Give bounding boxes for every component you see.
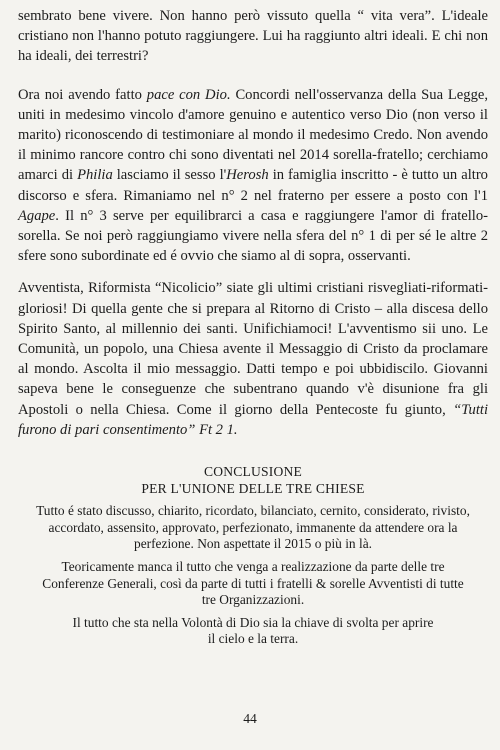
conclusion-line: accordato, assensito, approvato, perfezionato, immanente da attendere ora la (48, 519, 458, 535)
conclusion-line: perfezione. Non aspettate il 2015 o più in là. (134, 536, 372, 552)
paragraph-2-text-a: Ora noi avendo fatto (18, 86, 147, 103)
paragraph-2-text-i: . Il n° 3 serve per equilibrarci a casa e raggiungere l'amor di fratello-sorella. Se noi però raggiungiamo vivere nella sfera del n° 1 di per sé le altre 2 sfere sono subordinate ed é ovvio che siamo al di sopra, osservanti. (18, 207, 488, 265)
conclusion-block-1 (18, 503, 488, 553)
paragraph-3-text-a: Avventista, Riformista “Nicolicio” siate gli ultimi cristiani risvegliati-riformati-gloriosi! Di quella gente che si prepara al Ritorno di Cristo – alla discesa dello Spirito Santo, al millennio dei santi. Unifichiamoci! L'avventismo sii uno. Le Comunità, un popolo, una Chiesa avente il Messaggio di Cristo da proclamare al mondo. Ascolta il mio messaggio. Datti tempo e poi ubbidiscilo. Giovanni sapeva bene le conseguenze che subentrano quando v'è disunione fra gli Apostoli o nella Chiesa. Come il giorno della Pentecoste fu giunto, (18, 280, 488, 418)
paragraph-2-emphasis-philia: Philia (77, 167, 113, 184)
paragraph-3-quote: “Tutti furono di pari consentimento” Ft 2 1. (18, 401, 488, 438)
conclusion-block-2 (18, 559, 488, 609)
conclusion-title: CONCLUSIONE (203, 464, 303, 480)
paragraph-2-emphasis-agape: Agape (18, 207, 56, 224)
paragraph-3 (18, 278, 488, 440)
conclusion-section (18, 464, 488, 648)
paragraph-2-text-c: Concordi nell'osservanza della Sua Legge, uniti in medesimo vincolo d'amore genuino e autentico verso Dio (non verso il marito) riconoscendo di testimoniare al mondo il medesimo Credo. Non avendo il minimo rancore contro chi sono diventati nel 2014 sorella-fratello; cerchiamo amarci di (18, 86, 488, 184)
paragraph-2-text-g: in famiglia inscritto - è tutto un altro discorso e sfera. Rimaniamo nel n° 2 nel fraterno per essere a posto con l'1 (18, 167, 488, 204)
conclusion-line: il cielo e la terra. (207, 631, 299, 647)
paragraph-2-text-e: lasciamo il sesso l' (112, 167, 227, 184)
conclusion-line: Teoricamente manca il tutto che venga a realizzazione da parte delle tre (61, 559, 445, 575)
page-number: 44 (243, 711, 257, 726)
conclusion-block-3 (18, 615, 488, 648)
conclusion-line: Tutto é stato discusso, chiarito, ricordato, bilanciato, cernito, considerato, rivisto, (36, 503, 470, 519)
conclusion-line: Il tutto che sta nella Volontà di Dio sia la chiave di svolta per aprire (72, 614, 434, 630)
paragraph-1: sembrato bene vivere. Non hanno però vissuto quella “ vita vera”. L'ideale cristiano non l'hanno potuto raggiungere. Lui ha raggiunto altri ideali. E chi non ha ideali, dei terrestri? (18, 8, 488, 65)
conclusion-subtitle: PER L'UNIONE DELLE TRE CHIESE (141, 480, 365, 496)
paragraph-2-emphasis-pace: pace con Dio. (146, 86, 231, 103)
paragraph-2 (18, 85, 488, 267)
paragraph-2-emphasis-herosh: Herosh (226, 167, 269, 184)
conclusion-line: tre Organizzazioni. (201, 592, 305, 608)
conclusion-line: Conferenze Generali, così da parte di tutti i fratelli & sorelle Avventisti di tutte (42, 575, 464, 591)
